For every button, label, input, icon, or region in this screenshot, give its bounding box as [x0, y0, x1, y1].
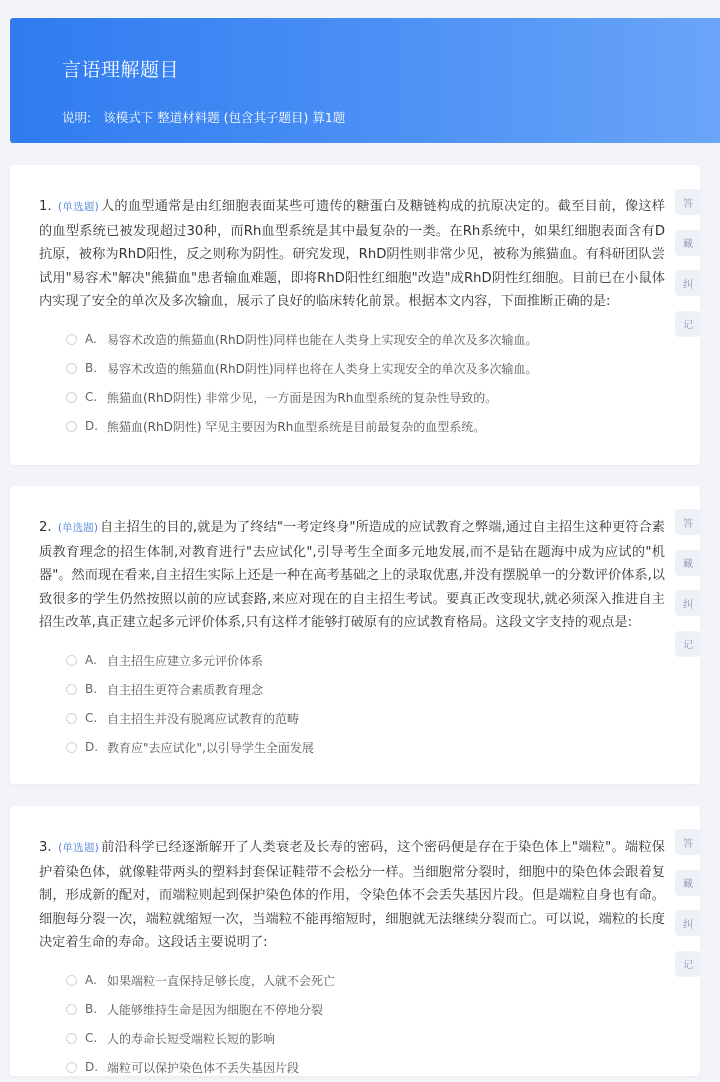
option-text: 教育应"去应试化",以引导学生全面发展: [107, 740, 314, 755]
radio-button[interactable]: [66, 1033, 77, 1044]
question-card-3: [10, 806, 700, 1076]
collect-button[interactable]: 藏: [675, 870, 701, 896]
question-number: 2.: [39, 520, 52, 535]
question-1-side-toolbar: [675, 189, 701, 351]
question-stem: [39, 516, 665, 635]
question-type-badge: (单选题): [58, 842, 99, 854]
option-letter: A.: [85, 973, 97, 987]
option-text: 如果端粒一直保持足够长度，人就不会死亡: [107, 973, 336, 988]
option-letter: A.: [85, 653, 97, 667]
radio-button[interactable]: [66, 713, 77, 724]
option-c[interactable]: [66, 704, 665, 733]
question-stem: [39, 195, 665, 314]
question-type-badge: (单选题): [58, 201, 99, 213]
description-label: 说明:: [62, 110, 92, 125]
answer-button[interactable]: 答: [675, 189, 701, 215]
option-c[interactable]: [66, 1024, 665, 1053]
question-text: 前沿科学已经逐渐解开了人类衰老及长寿的密码，这个密码便是存在于染色体上"端粒"。端粒保护着染色体，就像鞋带两头的塑料封套保证鞋带不会松分一样。当细胞常分裂时，细胞中的染色体会跟着复制，形成新的配对，而端粒则起到保护染色体的作用，令染色体不会丢失基因片段。但是端粒自身也有命。细胞每分裂一次，端粒就缩短一次，当端粒不能再缩短时，细胞就无法继续分裂而亡。可以说，端粒的长度决定着生命的寿命。这段话主要说明了:: [39, 840, 665, 950]
option-a[interactable]: [66, 325, 665, 354]
option-letter: D.: [85, 419, 99, 433]
option-c[interactable]: [66, 383, 665, 412]
option-letter: B.: [85, 682, 98, 696]
note-button[interactable]: 记: [675, 311, 701, 337]
question-number: 1.: [39, 199, 52, 214]
radio-button[interactable]: [66, 363, 77, 374]
question-number: 3.: [39, 840, 52, 855]
option-letter: C.: [85, 711, 98, 725]
option-d[interactable]: [66, 412, 665, 441]
option-b[interactable]: [66, 675, 665, 704]
option-d[interactable]: [66, 733, 665, 762]
option-letter: A.: [85, 332, 97, 346]
mode-description: [62, 108, 345, 126]
option-b[interactable]: [66, 995, 665, 1024]
note-button[interactable]: 记: [675, 951, 701, 977]
question-card-1: [10, 165, 700, 465]
radio-button[interactable]: [66, 975, 77, 986]
option-text: 端粒可以保护染色体不丢失基因片段: [107, 1060, 300, 1075]
option-letter: D.: [85, 1060, 99, 1074]
answer-button[interactable]: 答: [675, 509, 701, 535]
correct-error-button[interactable]: 纠: [675, 910, 701, 936]
option-a[interactable]: [66, 646, 665, 675]
option-text: 自主招生并没有脱离应试教育的范畴: [107, 711, 300, 726]
option-text: 易容术改造的熊猫血(RhD阴性)同样也将在人类身上实现安全的单次及多次输血。: [107, 361, 538, 376]
question-2-side-toolbar: [675, 509, 701, 671]
correct-error-button[interactable]: 纠: [675, 590, 701, 616]
option-letter: B.: [85, 1002, 98, 1016]
options-list: [39, 646, 665, 762]
option-b[interactable]: [66, 354, 665, 383]
option-text: 人的寿命长短受端粒长短的影响: [107, 1031, 276, 1046]
option-text: 自主招生更符合素质教育理念: [107, 682, 264, 697]
radio-button[interactable]: [66, 655, 77, 666]
option-a[interactable]: [66, 966, 665, 995]
question-3-side-toolbar: [675, 829, 701, 991]
radio-button[interactable]: [66, 684, 77, 695]
question-text: 自主招生的目的,就是为了终结"一考定终身"所造成的应试教育之弊端,通过自主招生这种更符合素质教育理念的招生体制,对教育进行"去应试化",引导考生全面多元地发展,而不是钻在题海中成为应试的"机器"。然而现在看来,自主招生实际上还是一种在高考基础之上的录取优惠,并没有摆脱单一的分数评价体系,以致很多的学生仍然按照以前的应试套路,来应对现在的自主招生考试。要真正改变现状,就必须深入推进自主招生改革,真正建立起多元评价体系,只有这样才能够打破原有的应试教育格局。这段文字支持的观点是:: [39, 520, 665, 630]
options-list: [39, 325, 665, 441]
page-title: 言语理解题目: [62, 59, 180, 81]
radio-button[interactable]: [66, 1004, 77, 1015]
answer-button[interactable]: 答: [675, 829, 701, 855]
collect-button[interactable]: 藏: [675, 230, 701, 256]
option-text: 熊猫血(RhD阴性) 罕见主要因为Rh血型系统是目前最复杂的血型系统。: [107, 419, 486, 434]
options-list: [39, 966, 665, 1082]
option-letter: C.: [85, 1031, 98, 1045]
option-letter: B.: [85, 361, 98, 375]
option-text: 熊猫血(RhD阴性) 非常少见，一方面是因为Rh血型系统的复杂性导致的。: [107, 390, 498, 405]
question-card-2: [10, 486, 700, 784]
question-text: 人的血型通常是由红细胞表面某些可遗传的糖蛋白及糖链构成的抗原决定的。截至目前，像这样的血型系统已被发现超过30种，而Rh血型系统是其中最复杂的一类。在Rh系统中，如果红细胞表面含有D抗原，被称为RhD阳性，反之则称为阴性。研究发现，RhD阴性则非常少见，被称为熊猫血。有科研团队尝试用"易容术"解决"熊猫血"患者输血难题，即将RhD阳性红细胞"改造"成RhD阴性红细胞。目前已在小鼠体内实现了安全的单次及多次输血，展示了良好的临床转化前景。根据本文内容，下面推断正确的是:: [39, 199, 665, 309]
option-letter: C.: [85, 390, 98, 404]
radio-button[interactable]: [66, 392, 77, 403]
question-stem: [39, 836, 665, 955]
option-text: 易容术改造的熊猫血(RhD阴性)同样也能在人类身上实现安全的单次及多次输血。: [107, 332, 538, 347]
radio-button[interactable]: [66, 1062, 77, 1073]
note-button[interactable]: 记: [675, 631, 701, 657]
option-letter: D.: [85, 740, 99, 754]
option-text: 人能够维持生命是因为细胞在不停地分裂: [107, 1002, 324, 1017]
radio-button[interactable]: [66, 421, 77, 432]
radio-button[interactable]: [66, 742, 77, 753]
description-text: 该模式下 整道材料题 (包含其子题目) 算1题: [103, 110, 346, 125]
question-type-badge: (单选题): [57, 522, 98, 534]
radio-button[interactable]: [66, 334, 77, 345]
collect-button[interactable]: 藏: [675, 550, 701, 576]
option-text: 自主招生应建立多元评价体系: [107, 653, 264, 668]
header-banner: [10, 18, 720, 143]
correct-error-button[interactable]: 纠: [675, 270, 701, 296]
option-d[interactable]: [66, 1053, 665, 1082]
